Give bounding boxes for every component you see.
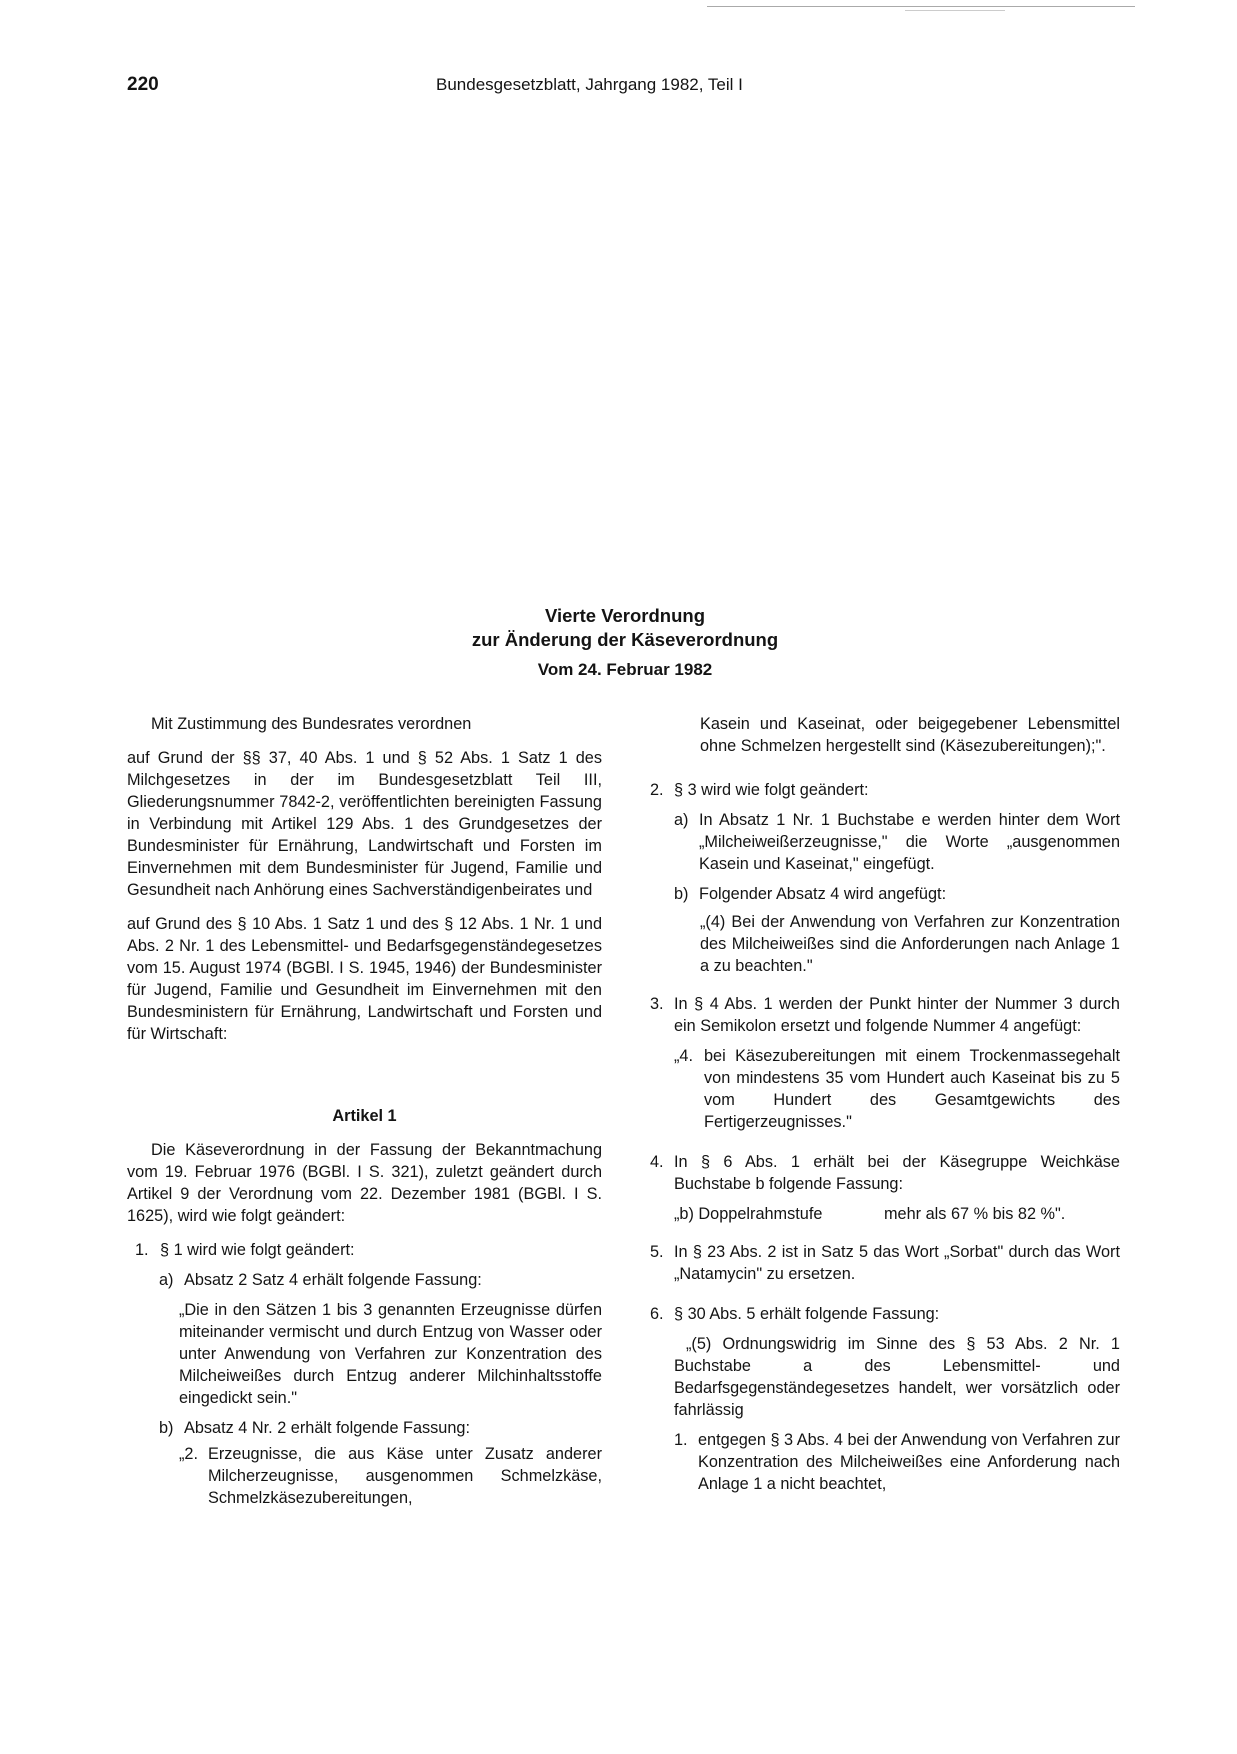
list-item — [650, 1303, 1120, 1325]
item-label: „4. — [674, 1047, 694, 1065]
item-label: „2. — [179, 1445, 199, 1463]
header-rule — [707, 6, 1135, 7]
title-line-1: Vierte Verordnung — [544, 605, 706, 626]
list-item — [650, 993, 1120, 1037]
quote-row-value: mehr als 67 % bis 82 %". — [884, 1205, 1066, 1223]
artikel-text: Die Käseverordnung in der Fassung der Bekanntmachung vom 19. Februar 1976 (BGBl. I S. 321), zuletzt geändert durch Artikel 9 der Verordnung vom 22. Dezember 1981 (BGBl. I S. 1625), wird wie folgt geändert: — [127, 1141, 602, 1225]
list-item — [127, 1443, 602, 1509]
item-text: bei Käsezubereitungen mit einem Trockenmassegehalt von mindestens 35 vom Hundert auch Kaseinat bis zu 5 vom Hundert des Gesamtgewichts des Fertigerzeugnisses." — [704, 1047, 1120, 1131]
item-label: b) — [159, 1419, 174, 1437]
item-text: § 3 wird wie folgt geändert: — [674, 781, 869, 799]
item-text: In § 4 Abs. 1 werden der Punkt hinter der Nummer 3 durch ein Semikolon ersetzt und folgende Nummer 4 angefügt: — [674, 995, 1120, 1035]
list-item — [650, 1045, 1120, 1133]
item-label: a) — [159, 1271, 174, 1289]
list-item — [127, 1269, 602, 1291]
item-text: § 1 wird wie folgt geändert: — [160, 1241, 355, 1259]
intro-line: Mit Zustimmung des Bundesrates verordnen — [151, 715, 472, 733]
running-head: Bundesgesetzblatt, Jahrgang 1982, Teil I — [436, 75, 743, 94]
page-number: 220 — [127, 74, 159, 95]
list-item — [127, 1239, 602, 1261]
item-text: In § 6 Abs. 1 erhält bei der Käsegruppe Weichkäse Buchstabe b folgende Fassung: — [674, 1153, 1120, 1193]
artikel-heading: Artikel 1 — [332, 1107, 397, 1125]
list-item — [650, 1429, 1120, 1495]
item-text: Absatz 4 Nr. 2 erhält folgende Fassung: — [184, 1419, 470, 1437]
item-label: b) — [674, 885, 689, 903]
list-item — [127, 1417, 602, 1439]
right-column — [650, 713, 1120, 1495]
title-block — [400, 604, 850, 681]
list-item — [650, 779, 1120, 801]
title-line-2: zur Änderung der Käseverordnung — [471, 629, 779, 650]
list-item — [650, 1151, 1120, 1195]
item-label: 1. — [135, 1241, 149, 1259]
item-label: 5. — [650, 1243, 664, 1261]
list-item — [650, 1241, 1120, 1285]
quote-paragraph: „(4) Bei der Anwendung von Verfahren zur Konzentration des Milcheiweißes sind die Anforderungen nach Anlage 1 a zu beachten." — [700, 913, 1120, 975]
item-text: Absatz 2 Satz 4 erhält folgende Fassung: — [184, 1271, 482, 1289]
item-text: In Absatz 1 Nr. 1 Buchstabe e werden hinter dem Wort „Milcheiweißerzeugnisse," die Worte „ausgenommen Kasein und Kaseinat," eingefügt. — [699, 811, 1120, 873]
item-text: In § 23 Abs. 2 ist in Satz 5 das Wort „Sorbat" durch das Wort „Natamycin" zu ersetzen. — [674, 1243, 1120, 1283]
quote-paragraph: „(5) Ordnungswidrig im Sinne des § 53 Abs. 2 Nr. 1 Buchstabe a des Lebensmittel- und Bedarfsgegenständegesetzes handelt, wer vorsätzlich oder fahrlässig — [674, 1335, 1120, 1419]
preamble-paragraph-1: auf Grund der §§ 37, 40 Abs. 1 und § 52 Abs. 1 Satz 1 des Milchgesetzes in der im Bundesgesetzblatt Teil III, Gliederungsnummer 7842-2, veröffentlichten bereinigten Fassung in Verbindung mit Artikel 129 Abs. 1 des Grundgesetzes der Bundesminister für Ernährung, Landwirtschaft und Forsten im Einvernehmen mit dem Bundesminister für Jugend, Familie und Gesundheit nach Anhörung eines Sachverständigenbeirates und — [127, 749, 602, 899]
item-label: 2. — [650, 781, 664, 799]
item-label: 6. — [650, 1305, 664, 1323]
continuation-paragraph: Kasein und Kaseinat, oder beigegebener Lebensmittel ohne Schmelzen hergestellt sind (Käsezubereitungen);". — [700, 715, 1120, 755]
header-rule-short — [905, 10, 1005, 11]
list-item — [650, 809, 1120, 875]
quote-row-term: „b) Doppelrahmstufe — [674, 1205, 823, 1223]
item-text: Erzeugnisse, die aus Käse unter Zusatz anderer Milcherzeugnisse, ausgenommen Schmelzkäse, Schmelzkäsezubereitungen, — [208, 1445, 602, 1507]
quote-paragraph: „Die in den Sätzen 1 bis 3 genannten Erzeugnisse dürfen miteinander vermischt und durch Entzug von Wasser oder unter Anwendung von Verfahren zur Konzentration des Milcheiweißes durch Entzug anderer Milchinhaltsstoffe eingedickt sein." — [179, 1301, 602, 1407]
list-item — [650, 883, 1120, 905]
item-text: entgegen § 3 Abs. 4 bei der Anwendung von Verfahren zur Konzentration des Milcheiweißes eine Anforderung nach Anlage 1 a nicht beachtet, — [698, 1431, 1120, 1493]
item-label: 1. — [674, 1431, 688, 1449]
item-text: § 30 Abs. 5 erhält folgende Fassung: — [674, 1305, 940, 1323]
item-label: a) — [674, 811, 689, 829]
item-text: Folgender Absatz 4 wird angefügt: — [699, 885, 947, 903]
item-label: 4. — [650, 1153, 664, 1171]
left-column — [127, 713, 602, 1509]
quote-row — [650, 1203, 1120, 1225]
item-label: 3. — [650, 995, 664, 1013]
title-date: Vom 24. Februar 1982 — [537, 660, 713, 679]
preamble-paragraph-2: auf Grund des § 10 Abs. 1 Satz 1 und des § 12 Abs. 1 Nr. 1 und Abs. 2 Nr. 1 des Lebensmittel- und Bedarfsgegenständegesetzes vom 15. August 1974 (BGBl. I S. 1945, 1946) der Bundesminister für Jugend, Familie und Gesundheit im Einvernehmen mit den Bundesministern für Ernährung, Landwirtschaft und Forsten und für Wirtschaft: — [127, 915, 602, 1043]
